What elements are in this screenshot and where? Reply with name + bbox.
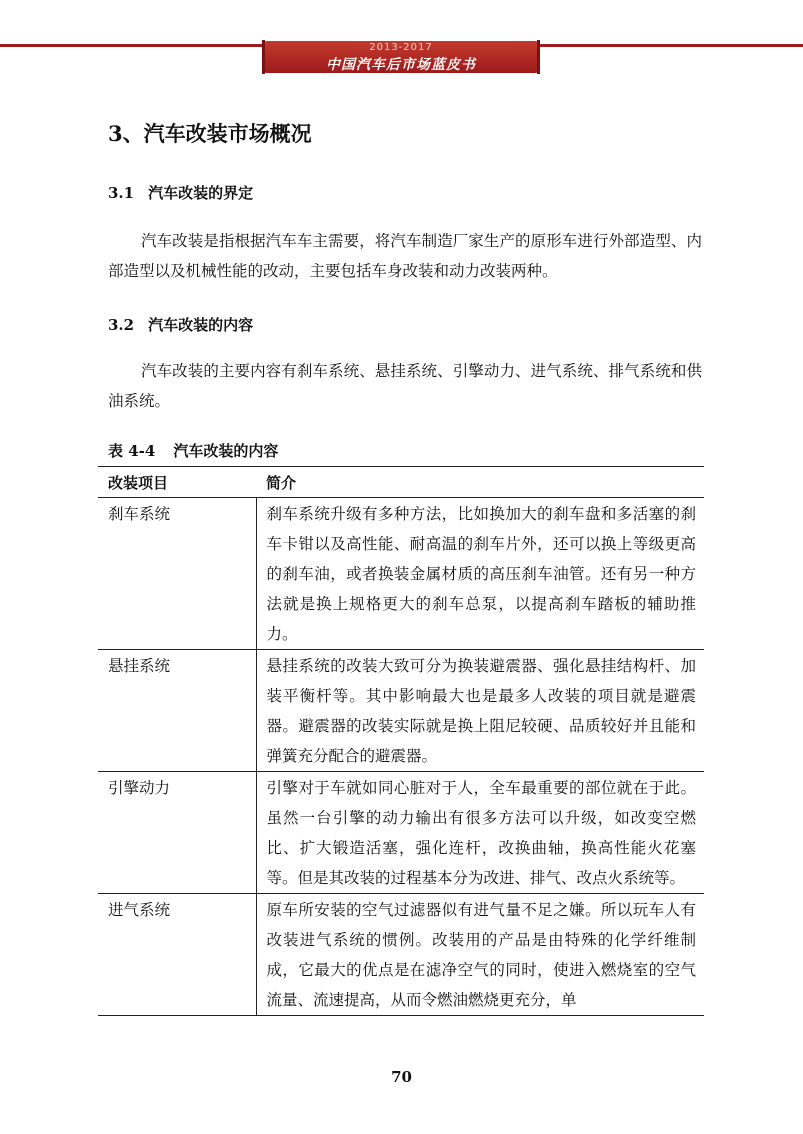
header-years: 2013-2017 bbox=[369, 42, 433, 53]
row-item: 刹车系统 bbox=[98, 498, 256, 650]
row-desc: 原车所安装的空气过滤器似有进气量不足之嫌。所以玩车人有改装进气系统的惯例。改装用的产品是由特殊的化学纤维制成，它最大的优点是在滤净空气的同时，使进入燃烧室的空气流量、流速提高，从而令燃油燃烧更充分，单 bbox=[256, 894, 704, 1016]
table-row bbox=[98, 650, 704, 772]
row-desc: 引擎对于车就如同心脏对于人，全车最重要的部位就在于此。虽然一台引擎的动力输出有很多方法可以升级，如改变空燃比、扩大锻造活塞，强化连杆，改换曲轴，换高性能火花塞等。但是其改装的过程基本分为改进、排气、改点火系统等。 bbox=[256, 772, 704, 894]
row-item: 引擎动力 bbox=[98, 772, 256, 894]
header-title: 中国汽车后市场蓝皮书 bbox=[326, 57, 476, 73]
column-header-desc: 简介 bbox=[256, 467, 704, 498]
row-item: 进气系统 bbox=[98, 894, 256, 1016]
subsection-heading-3-1 bbox=[108, 182, 253, 203]
table-header-row bbox=[98, 467, 704, 498]
table-row bbox=[98, 772, 704, 894]
column-header-item: 改装项目 bbox=[98, 467, 256, 498]
row-desc: 悬挂系统的改装大致可分为换装避震器、强化悬挂结构杆、加装平衡杆等。其中影响最大也是最多人改装的项目就是避震器。避震器的改装实际就是换上阻尼较硬、品质较好并且能和弹簧充分配合的避震器。 bbox=[256, 650, 704, 772]
subsection-title: 汽车改装的内容 bbox=[148, 316, 254, 334]
row-desc: 刹车系统升级有多种方法，比如换加大的刹车盘和多活塞的刹车卡钳以及高性能、耐高温的刹车片外，还可以换上等级更高的刹车油，或者换装金属材质的高压刹车油管。还有另一种方法就是换上规格更大的刹车总泵，以提高刹车踏板的辅助推力。 bbox=[256, 498, 704, 650]
table-row bbox=[98, 894, 704, 1016]
header-right-bar bbox=[537, 40, 540, 74]
subsection-number: 3.1 bbox=[108, 184, 135, 202]
row-item: 悬挂系统 bbox=[98, 650, 256, 772]
table-caption-title: 汽车改装的内容 bbox=[173, 442, 279, 460]
paragraph-definition: 汽车改装是指根据汽车车主需要，将汽车制造厂家生产的原形车进行外部造型、内部造型以及机械性能的改动，主要包括车身改装和动力改装两种。 bbox=[108, 232, 702, 280]
table-caption bbox=[108, 440, 278, 461]
subsection-number: 3.2 bbox=[108, 316, 135, 334]
subsection-title: 汽车改装的界定 bbox=[148, 184, 254, 202]
table-caption-number: 表 4-4 bbox=[108, 442, 156, 460]
page-number: 70 bbox=[391, 1068, 412, 1086]
table-row bbox=[98, 498, 704, 650]
paragraph-content: 汽车改装的主要内容有刹车系统、悬挂系统、引擎动力、进气系统、排气系统和供油系统。 bbox=[108, 362, 702, 410]
subsection-heading-3-2 bbox=[108, 314, 253, 335]
modification-table bbox=[98, 466, 704, 1016]
section-title: 3、汽车改装市场概况 bbox=[108, 121, 312, 146]
